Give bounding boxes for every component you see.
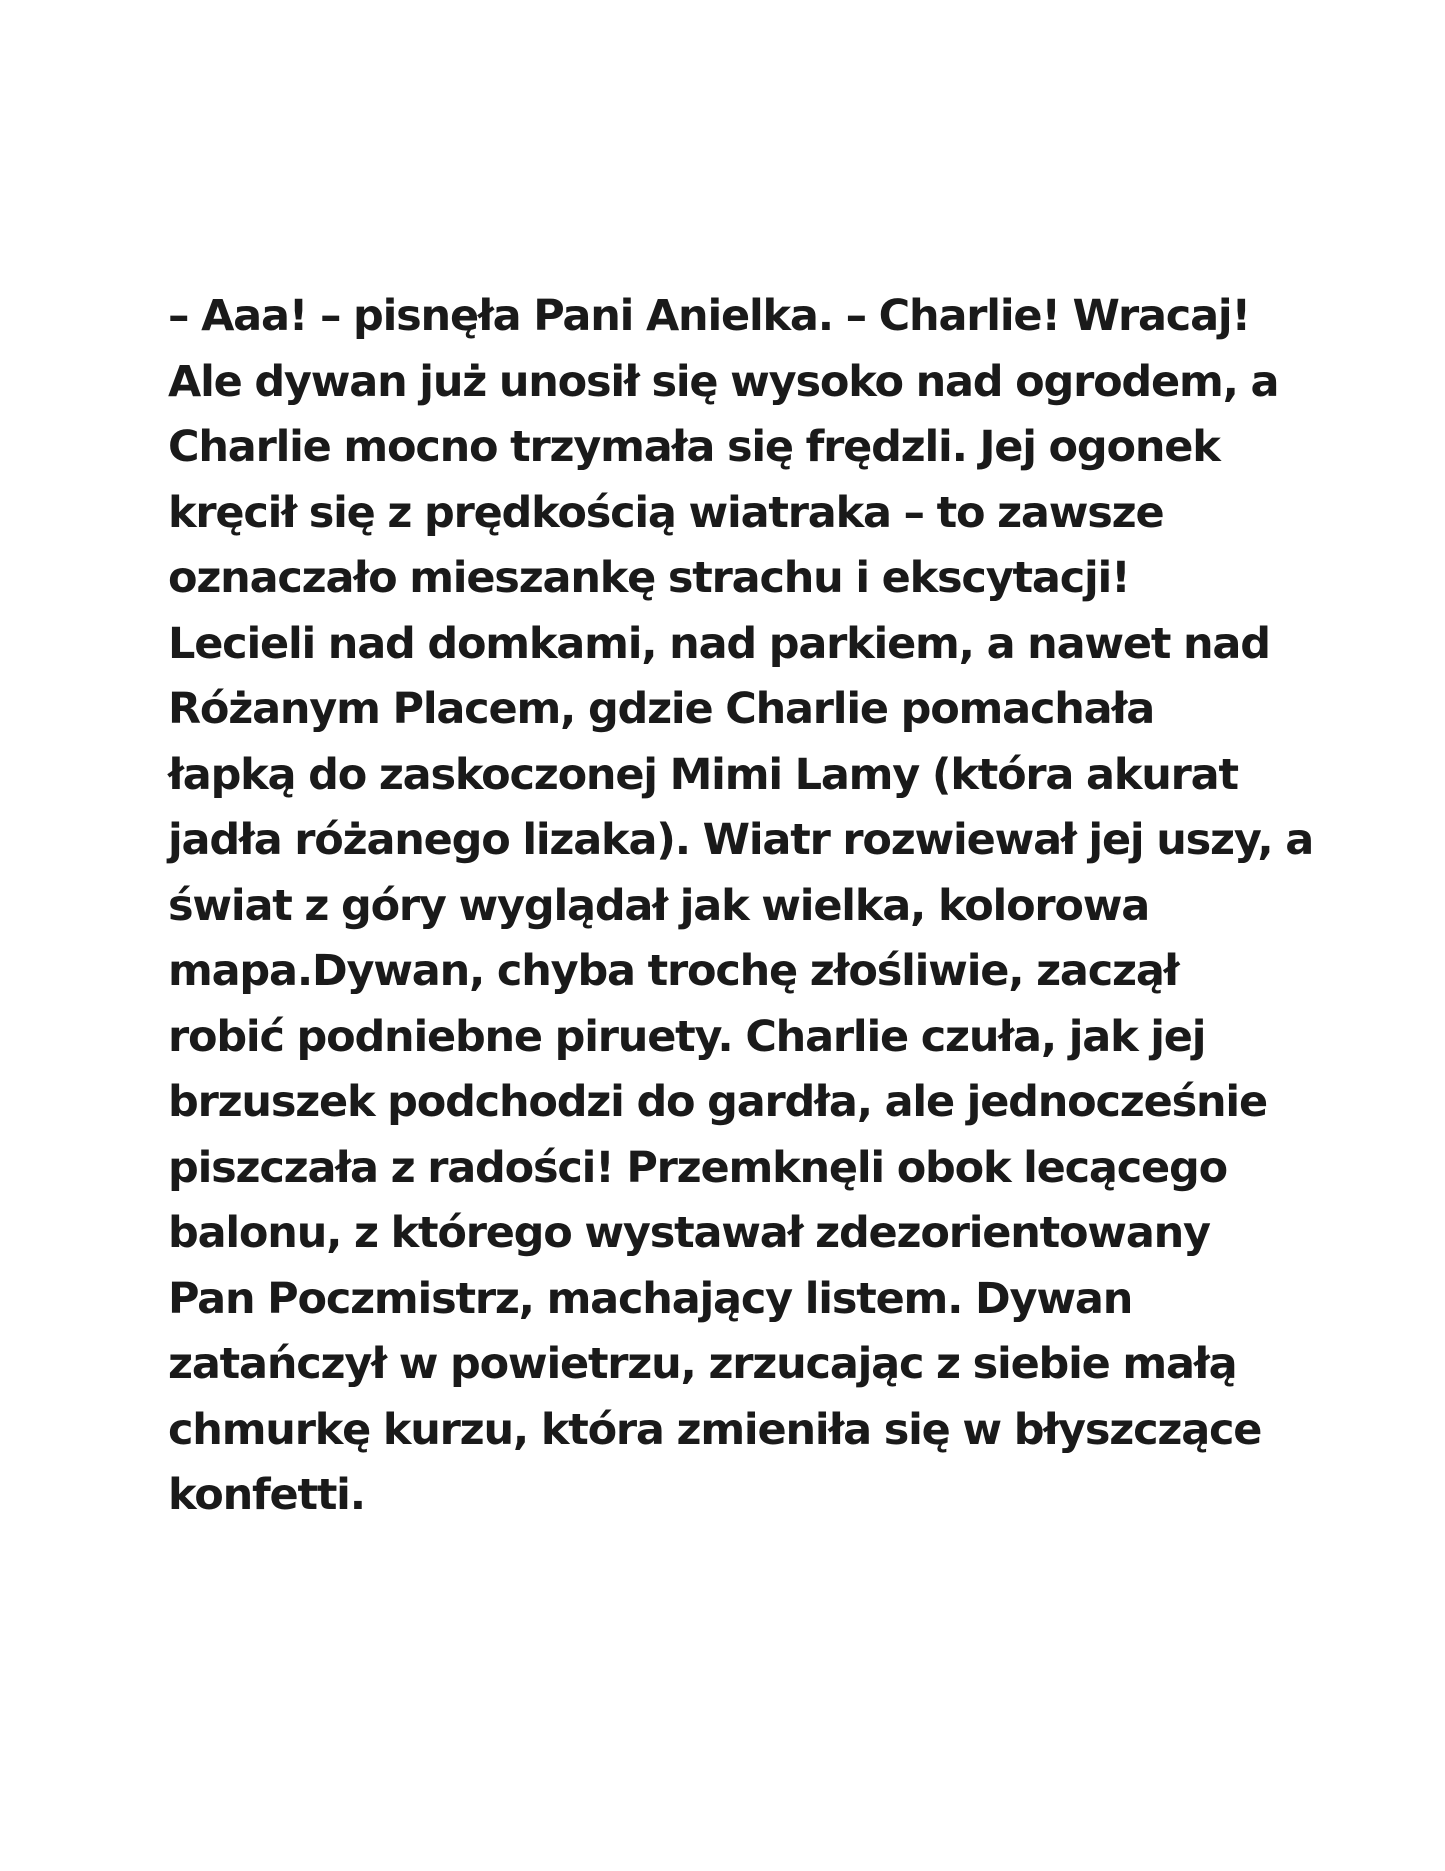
story-line: mapa.Dywan, chyba trochę złośliwie, zaczął	[168, 946, 1179, 996]
story-paragraph	[168, 284, 1314, 1529]
story-line: świat z góry wyglądał jak wielka, kolorowa	[168, 880, 1150, 931]
story-line: balonu, z którego wystawał zdezorientowany	[168, 1208, 1210, 1258]
story-line: zatańczył w powietrzu, zrzucając z siebie małą	[168, 1339, 1237, 1389]
story-line: robić podniebne piruety. Charlie czuła, jak jej	[168, 1011, 1206, 1062]
story-line: chmurkę kurzu, która zmieniła się w błyszczące	[168, 1404, 1262, 1455]
story-line: łapką do zaskoczonej Mimi Lamy (która akurat	[168, 749, 1238, 800]
story-line: piszczała z radości! Przemknęli obok lecącego	[168, 1142, 1227, 1193]
story-line: Ale dywan już unosił się wysoko nad ogrodem, a	[168, 356, 1279, 407]
story-line: – Aaa! – pisnęła Pani Anielka. – Charlie! Wracaj!	[168, 291, 1250, 341]
story-line: jadła różanego lizaka). Wiatr rozwiewał jej uszy, a	[168, 815, 1314, 865]
story-line: Lecieli nad domkami, nad parkiem, a nawet nad	[168, 618, 1270, 669]
story-line: Charlie mocno trzymała się frędzli. Jej ogonek	[168, 422, 1220, 472]
story-line: Różanym Placem, gdzie Charlie pomachała	[168, 684, 1155, 734]
story-line: Pan Poczmistrz, machający listem. Dywan	[168, 1273, 1133, 1324]
story-line: oznaczało mieszankę strachu i ekscytacji!	[168, 553, 1130, 603]
story-line: brzuszek podchodzi do gardła, ale jednocześnie	[168, 1077, 1267, 1127]
story-line: konfetti.	[168, 1470, 365, 1520]
story-line: kręcił się z prędkością wiatraka – to zawsze	[168, 487, 1164, 538]
